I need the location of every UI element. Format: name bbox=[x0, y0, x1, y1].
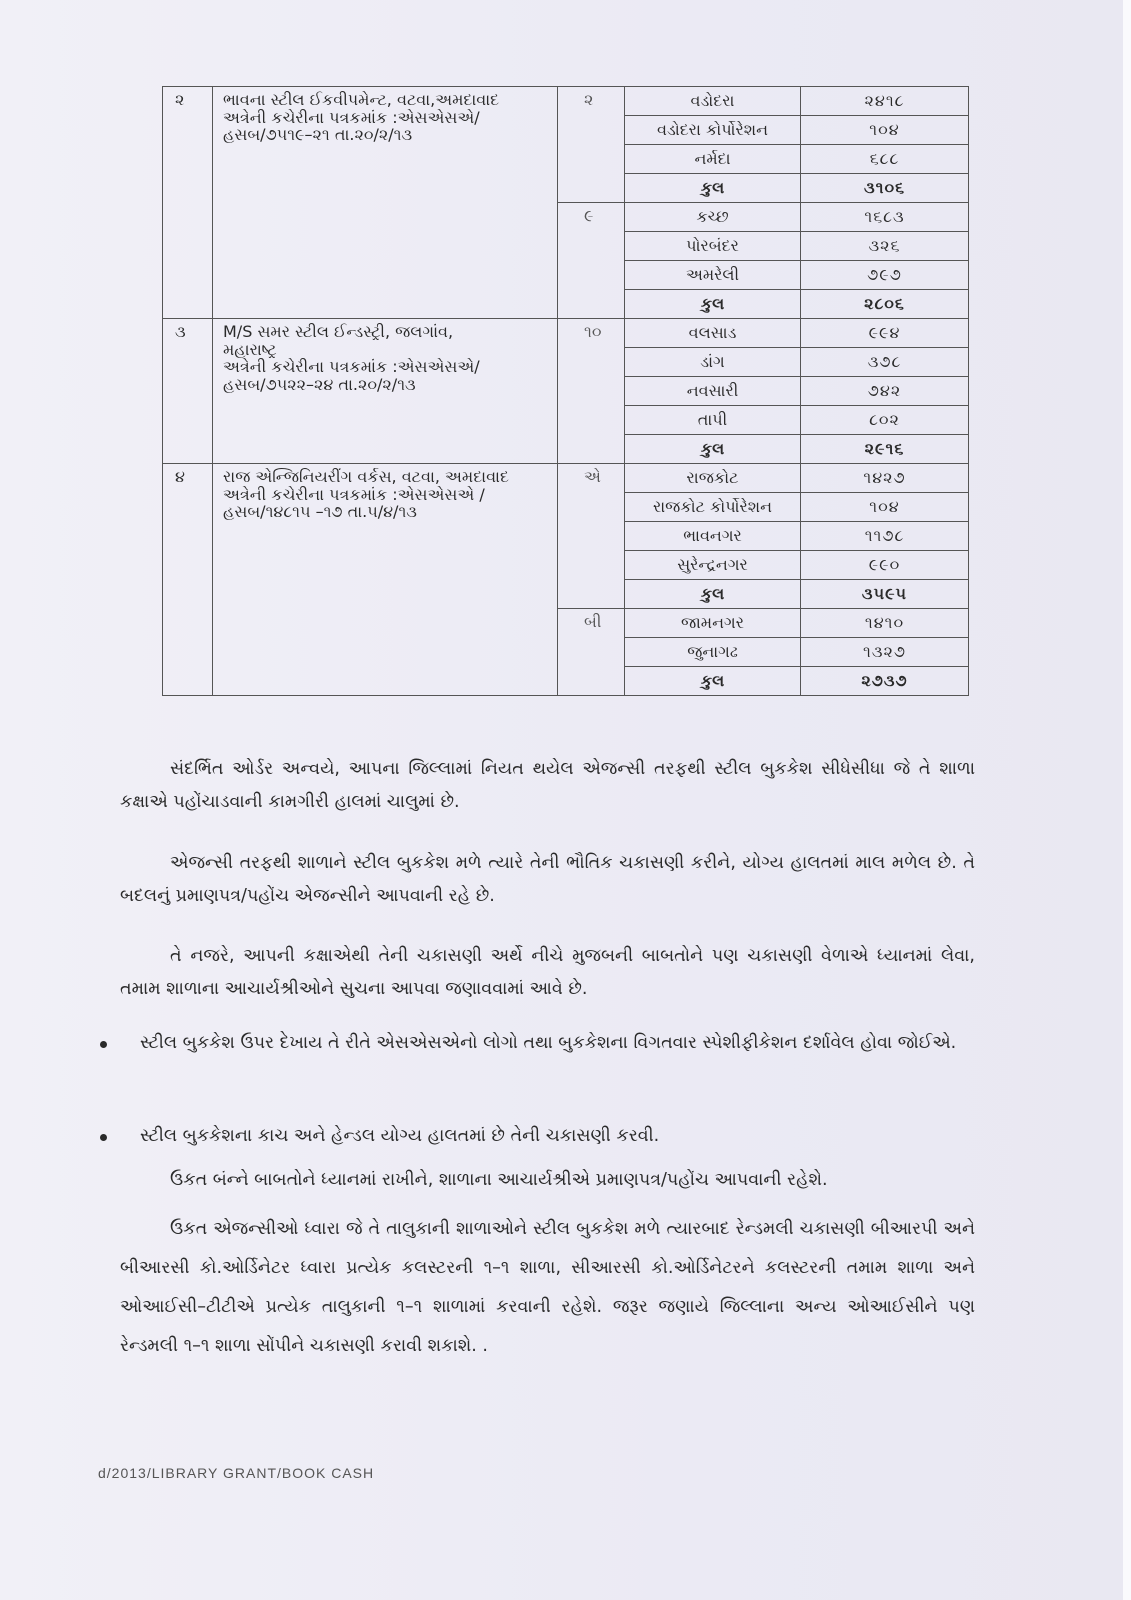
total-label-cell: કુલ bbox=[625, 580, 801, 609]
bullet-dot-icon bbox=[100, 1041, 107, 1048]
paragraph-5-block bbox=[120, 1210, 975, 1366]
count-cell: ૭૯૭ bbox=[801, 261, 969, 290]
count-cell: ૧૬૮૩ bbox=[801, 203, 969, 232]
count-cell: ૩૭૮ bbox=[801, 348, 969, 377]
paragraph-1-block bbox=[120, 753, 975, 819]
count-cell: ૧૪૨૭ bbox=[801, 464, 969, 493]
zone-cell: ૧૦ bbox=[558, 319, 625, 464]
paragraph-4: ઉકત બંન્ને બાબતોને ધ્યાનમાં રાખીને, શાળાના આચાર્યશ્રીએ પ્રમાણપત્ર/પહોંચ આપવાની રહેશે. bbox=[170, 1170, 828, 1190]
district-cell: વડોદરા કોર્પોરેશન bbox=[625, 116, 801, 145]
total-count-cell: ૨૭૩૭ bbox=[801, 667, 969, 696]
zone-cell: બી bbox=[558, 609, 625, 696]
paragraph-3-block bbox=[120, 940, 975, 1006]
district-cell: રાજકોટ bbox=[625, 464, 801, 493]
total-label-cell: કુલ bbox=[625, 667, 801, 696]
bullet-2-text: સ્ટીલ બુકકેશના કાચ અને હેન્ડલ યોગ્ય હાલતમાં છે તેની ચકાસણી કરવી. bbox=[140, 1126, 660, 1146]
total-count-cell: ૩૧૦૬ bbox=[801, 174, 969, 203]
district-cell: પોરબંદર bbox=[625, 232, 801, 261]
paragraph-5: ઉકત એજન્સીઓ ધ્વારા જે તે તાલુકાની શાળાઓને સ્ટીલ બુકકેશ મળે ત્યારબાદ રેન્ડમલી ચકાસણી બીઆરપી અને બીઆરસી કો.ઓર્ડિનેટર ધ્વારા પ્રત્યેક કલસ્ટરની ૧–૧ શાળા, સીઆરસી કો.ઓર્ડિનેટરને કલસ્ટરની તમામ શાળા અને ઓઆઈસી–ટીટીએ પ્રત્યેક તાલુકાની ૧–૧ શાળામાં કરવાની રહેશે. જરૂર જણાયે જિલ્લાના અન્ય ઓઆઈસીને પણ રેન્ડમલી ૧–૧ શાળા સોંપીને ચકાસણી કરાવી શકાશે. . bbox=[120, 1219, 975, 1356]
agency-line: ભાવના સ્ટીલ ઈકવીપમેન્ટ, વટવા,અમદાવાદ bbox=[223, 91, 500, 109]
agency-details-cell bbox=[213, 464, 558, 696]
count-cell: ૮૦૨ bbox=[801, 406, 969, 435]
count-cell: ૨૪૧૮ bbox=[801, 87, 969, 116]
district-cell: ભાવનગર bbox=[625, 522, 801, 551]
paragraph-2: એજન્સી તરફથી શાળાને સ્ટીલ બુકકેશ મળે ત્યારે તેની ભૌતિક ચકાસણી કરીને, યોગ્ય હાલતમાં માલ મળેલ છે. તે બદલનું પ્રમાણપત્ર/પહોંચ એજન્સીને આપવાની રહે છે. bbox=[120, 853, 975, 906]
bullet-1-text: સ્ટીલ બુકકેશ ઉપર દેખાય તે રીતે એસએસએનો લોગો તથા બુકકેશના વિગતવાર સ્પેશીફીકેશન દર્શાવેલ હોવા જોઈએ. bbox=[140, 1033, 957, 1053]
count-cell: ૧૧૭૮ bbox=[801, 522, 969, 551]
district-cell: નર્મદા bbox=[625, 145, 801, 174]
count-cell: ૩૨૬ bbox=[801, 232, 969, 261]
zone-cell: ૯ bbox=[558, 203, 625, 319]
agency-line: મહારાષ્ટ્ર bbox=[223, 340, 277, 359]
district-cell: રાજકોટ કોર્પોરેશન bbox=[625, 493, 801, 522]
total-count-cell: ૩૫૯૫ bbox=[801, 580, 969, 609]
count-cell: ૯૯૦ bbox=[801, 551, 969, 580]
agency-line: રાજ એન્જિનિયરીંગ વર્કસ, વટવા, અમદાવાદ bbox=[223, 468, 509, 486]
total-label-cell: કુલ bbox=[625, 435, 801, 464]
table-row bbox=[163, 87, 969, 116]
count-cell: ૭૪૨ bbox=[801, 377, 969, 406]
paragraph-2-block bbox=[120, 847, 975, 913]
count-cell: ૬૮૮ bbox=[801, 145, 969, 174]
allocation-table-body bbox=[163, 87, 969, 696]
district-cell: કચ્છ bbox=[625, 203, 801, 232]
serial-number-cell: ૨ bbox=[163, 87, 213, 319]
district-cell: સુરેન્દ્રનગર bbox=[625, 551, 801, 580]
district-cell: ડાંગ bbox=[625, 348, 801, 377]
paragraph-3: તે નજરે, આપની કક્ષાએથી તેની ચકાસણી અર્થે નીચે મુજબની બાબતોને પણ ચકાસણી વેળાએ ધ્યાનમાં લેવા, તમામ શાળાના આચાર્યશ્રીઓને સુચના આપવા જણાવવામાં આવે છે. bbox=[120, 946, 975, 999]
district-cell: તાપી bbox=[625, 406, 801, 435]
district-cell: જામનગર bbox=[625, 609, 801, 638]
district-cell: વડોદરા bbox=[625, 87, 801, 116]
agency-line: હસબ/૭૫૨૨–૨૪ તા.૨૦/૨/૧૩ bbox=[223, 375, 416, 394]
district-cell: અમરેલી bbox=[625, 261, 801, 290]
total-count-cell: ૨૯૧૬ bbox=[801, 435, 969, 464]
paragraph-1: સંદર્ભિત ઓર્ડર અન્વયે, આપના જિલ્લામાં નિયત થયેલ એજન્સી તરફથી સ્ટીલ બુકકેશ સીધેસીધા જે તે શાળા કક્ષાએ પહોંચાડવાની કામગીરી હાલમાં ચાલુમાં છે. bbox=[120, 759, 975, 812]
serial-number-cell: ૪ bbox=[163, 464, 213, 696]
count-cell: ૧૦૪ bbox=[801, 493, 969, 522]
agency-details-cell bbox=[213, 319, 558, 464]
agency-line: હસબ/૧૪૮૧૫ –૧૭ તા.૫/૪/૧૩ bbox=[223, 503, 417, 521]
agency-line: M/S સમર સ્ટીલ ઈન્ડસ્ટ્રી, જલગાંવ, bbox=[223, 323, 454, 341]
paragraph-4-block bbox=[120, 1164, 975, 1197]
zone-cell: એ bbox=[558, 464, 625, 609]
count-cell: ૯૯૪ bbox=[801, 319, 969, 348]
table-row bbox=[163, 464, 969, 493]
table-row bbox=[163, 319, 969, 348]
zone-cell: ૨ bbox=[558, 87, 625, 203]
bullet-dot-icon bbox=[100, 1134, 107, 1141]
agency-line: હસબ/૭૫૧૯–૨૧ તા.૨૦/૨/૧૩ bbox=[223, 126, 413, 144]
footer-file-reference: d/2013/LIBRARY GRANT/BOOK CASH bbox=[98, 1465, 375, 1479]
district-cell: વલસાડ bbox=[625, 319, 801, 348]
count-cell: ૧૦૪ bbox=[801, 116, 969, 145]
total-label-cell: કુલ bbox=[625, 174, 801, 203]
agency-details-cell bbox=[213, 87, 558, 319]
agency-line: અત્રેની કચેરીના પત્રકમાંક :એસએસએ / bbox=[223, 485, 485, 504]
agency-line: અત્રેની કચેરીના પત્રકમાંક :એસએસએ/ bbox=[223, 108, 480, 127]
page-edge bbox=[1123, 0, 1131, 1600]
bullet-item-1 bbox=[100, 1027, 975, 1060]
count-cell: ૧૩૨૭ bbox=[801, 638, 969, 667]
bullet-item-2 bbox=[100, 1120, 975, 1153]
district-cell: જુનાગઢ bbox=[625, 638, 801, 667]
total-count-cell: ૨૮૦૬ bbox=[801, 290, 969, 319]
count-cell: ૧૪૧૦ bbox=[801, 609, 969, 638]
total-label-cell: કુલ bbox=[625, 290, 801, 319]
district-cell: નવસારી bbox=[625, 377, 801, 406]
agency-line: અત્રેની કચેરીના પત્રકમાંક :એસએસએ/ bbox=[223, 358, 480, 376]
serial-number-cell: ૩ bbox=[163, 319, 213, 464]
allocation-table bbox=[162, 86, 969, 696]
